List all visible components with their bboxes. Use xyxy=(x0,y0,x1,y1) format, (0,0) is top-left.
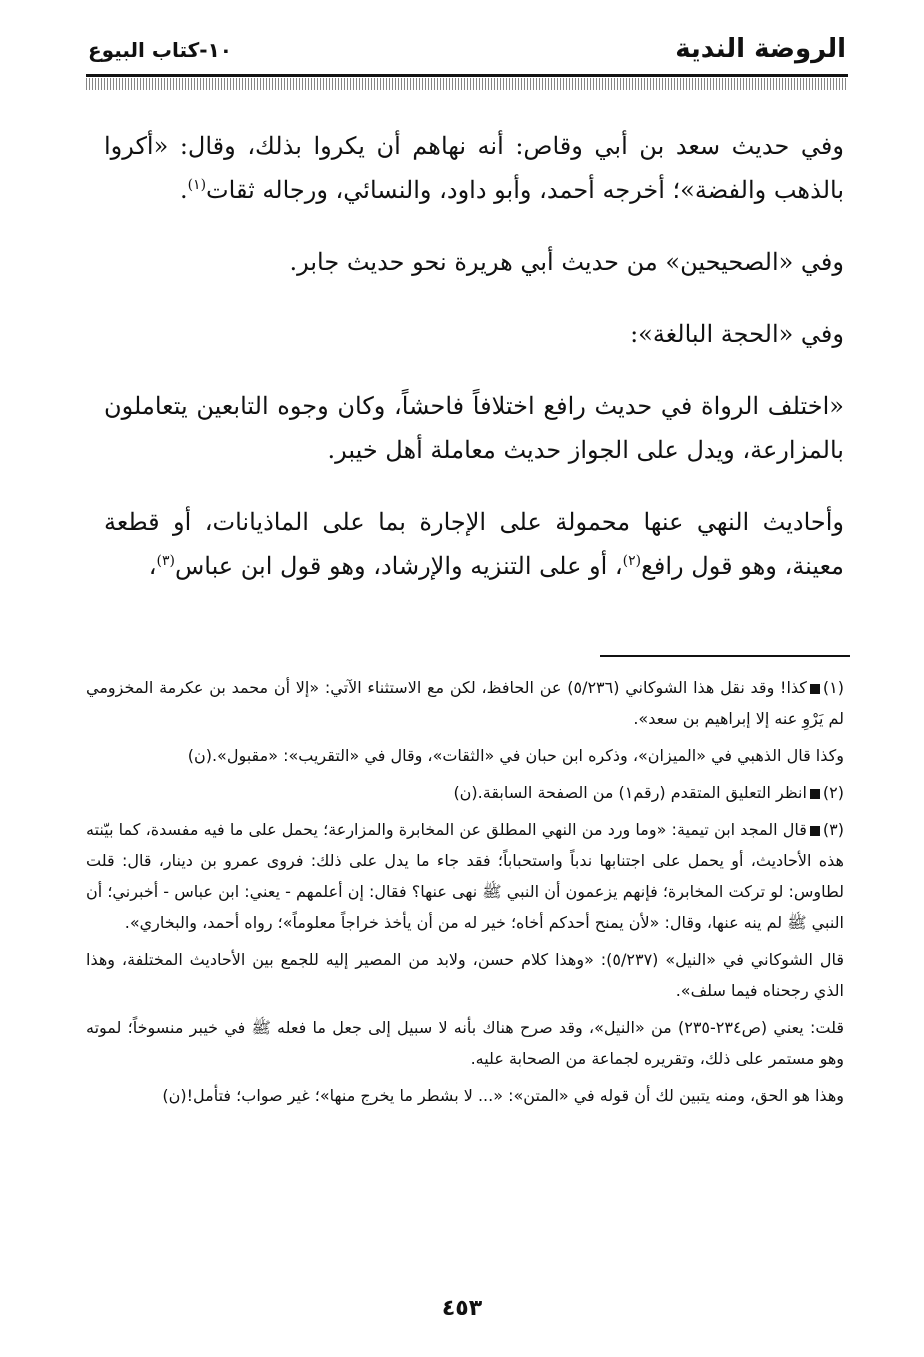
footnote-ref-1: (١) xyxy=(187,177,207,193)
footnote-1-continued: وكذا قال الذهبي في «الميزان»، وذكره ابن حبان في «الثقات»، وقال في «التقريب»: «مقبول».(ن) xyxy=(187,746,844,765)
paragraph-end: . xyxy=(179,176,188,204)
footnote-2 xyxy=(86,777,844,808)
square-marker-icon xyxy=(810,684,820,694)
paragraph-saad-hadith xyxy=(104,124,844,212)
footnote-number: (٢) xyxy=(822,783,844,802)
square-marker-icon xyxy=(810,826,820,836)
footnote-number: (٣) xyxy=(822,820,844,839)
footnote-ref-3: (٣) xyxy=(156,553,175,569)
footnote-ref-2: (٢) xyxy=(622,553,642,569)
header-pattern-rule xyxy=(86,78,848,90)
footnote-3-shawkani: قال الشوكاني في «النيل» (٥/٢٣٧): «وهذا كلام حسن، ولابد من المصير إليه للجمع بين الأحاديث المختلفة، وهذا الذي رجحناه فيما سلف». xyxy=(86,950,844,1000)
footnote-3-conclusion: وهذا هو الحق، ومنه يتبين لك أن قوله في «المتن»: «... لا بشطر ما يخرج منها»؛ غير صواب؛ فتأمل!(ن) xyxy=(162,1086,844,1105)
paragraph-text: ، أو على التنزيه والإرشاد، وهو قول ابن عباس xyxy=(174,552,623,580)
footnote-text: قال المجد ابن تيمية: «وما ورد من النهي المطلق عن المخابرة والمزارعة؛ يحمل على ما فيه مفسدة، كما بيّنته هذه الأحاديث، أو يحمل على اجتنابها ندباً واستحباباً؛ فقد جاء ما يدل على ذلك: فروى عمرو بن دينار، قال: قلت لطاوس: لو تركت المخابرة؛ فإنهم يزعمون أن النبي ﷺ نهى عنها؟ فقال: إن أعلمهم - يعني: ابن عباس - أخبرني؛ أن النبي ﷺ لم ينه عنها، وقال: «لأن يمنح أحدكم أخاه؛ خير له من أن يأخذ خراجاً معلوماً»؛ رواه أحمد، والبخاري». xyxy=(86,820,844,932)
paragraph-hujjah-intro: وفي «الحجة البالغة»: xyxy=(630,320,844,348)
paragraph-nahy-ahadith xyxy=(104,500,844,588)
footnote-text: كذا! وقد نقل هذا الشوكاني (٥/٢٣٦) عن الحافظ، لكن مع الاستثناء الآتي: «إلا أن محمد بن عكرمة المخزومي لم يَرْوِ عنه إلا إبراهيم بن سعد». xyxy=(86,678,844,728)
footnotes xyxy=(86,672,844,1117)
paragraph-end: ، xyxy=(148,552,157,580)
footnote-1 xyxy=(86,672,844,734)
header-rule xyxy=(86,74,848,77)
paragraph-rafi-hadith: «اختلف الرواة في حديث رافع اختلافاً فاحشاً، وكان وجوه التابعين يتعاملون بالمزارعة، ويدل على الجواز حديث معاملة أهل خيبر. xyxy=(104,392,844,464)
paragraph-text: وأحاديث النهي عنها محمولة على الإجارة بما على الماذيانات، أو قطعة معينة، وهو قول رافع xyxy=(104,508,844,580)
paragraph-sahihayn: وفي «الصحيحين» من حديث أبي هريرة نحو حديث جابر. xyxy=(289,248,844,276)
footnote-text: انظر التعليق المتقدم (رقم١) من الصفحة السابقة.(ن) xyxy=(453,783,807,802)
footnote-separator xyxy=(600,655,850,657)
running-header xyxy=(88,34,846,70)
chapter-title: ١٠-كتاب البيوع xyxy=(88,38,232,62)
footnote-3 xyxy=(86,814,844,938)
footnote-3-comment: قلت: يعني (ص٢٣٤-٢٣٥) من «النيل»، وقد صرح هناك بأنه لا سبيل إلى جعل ما فعله ﷺ في خيبر منسوخاً؛ لموته وهو مستمر على ذلك، وتقريره لجماعة من الصحابة عليه. xyxy=(86,1018,845,1068)
book-title: الروضة الندية xyxy=(675,34,846,64)
footnote-number: (١) xyxy=(822,678,845,697)
page-number: ٤٥٣ xyxy=(441,1296,483,1321)
paragraph-text: وفي حديث سعد بن أبي وقاص: أنه نهاهم أن يكروا بذلك، وقال: «أكروا بالذهب والفضة»؛ أخرجه أحمد، وأبو داود، والنسائي، ورجاله ثقات xyxy=(104,132,844,204)
square-marker-icon xyxy=(810,789,820,799)
main-text xyxy=(104,124,844,616)
